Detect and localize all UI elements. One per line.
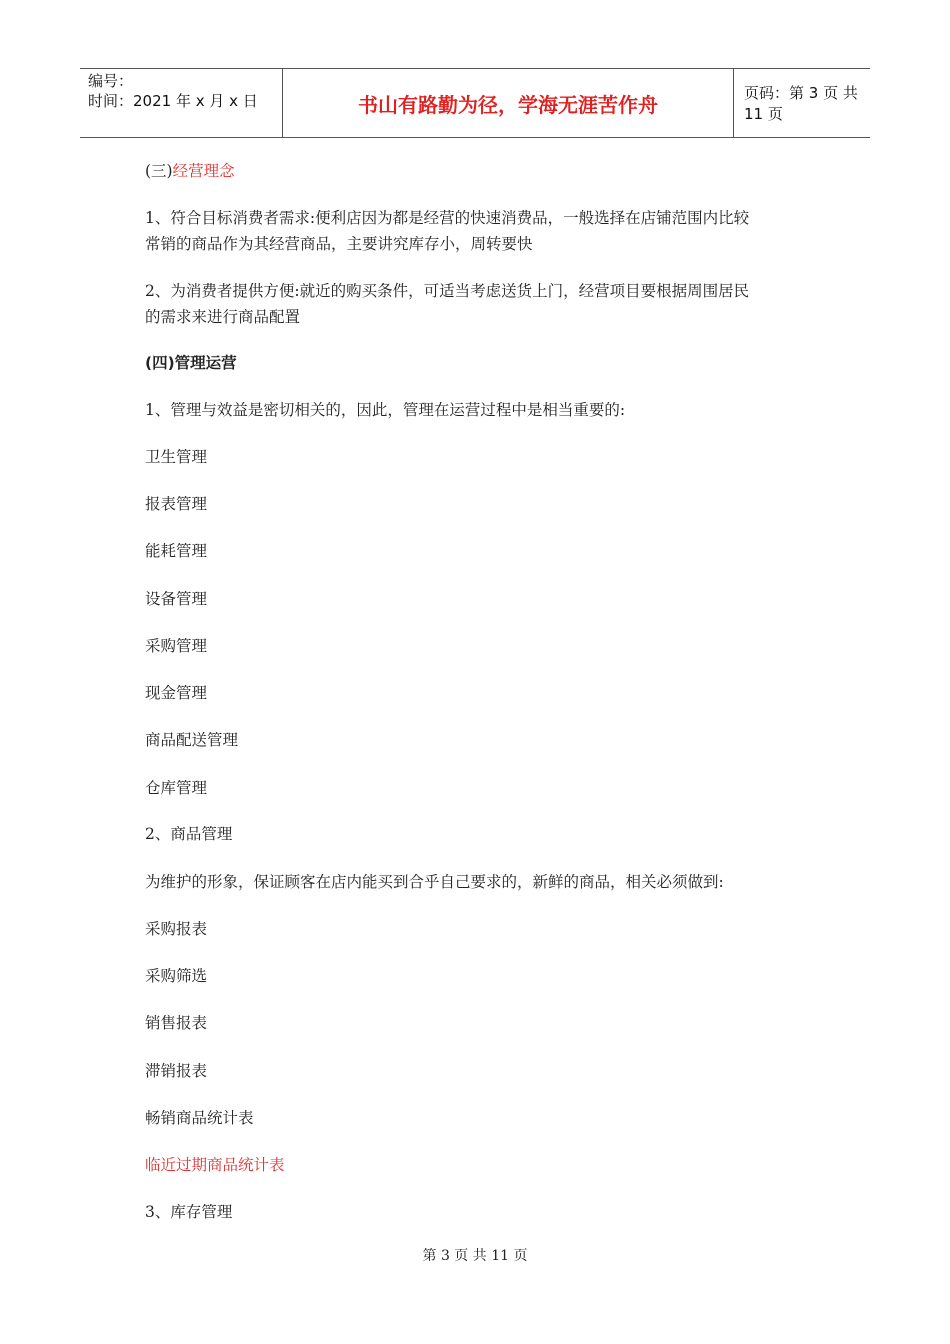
paragraph-2-line-1: 2、为消费者提供方便:就近的购买条件，可适当考虑送货上门，经营项目要根据周围居民: [145, 282, 750, 300]
paragraph-3: 1、管理与效益是密切相关的，因此，管理在运营过程中是相当重要的:: [145, 401, 626, 419]
paragraph-5: 为维护的形象，保证顾客在店内能买到合乎自己要求的，新鲜的商品，相关必须做到:: [145, 873, 724, 891]
paragraph-4: 2、商品管理: [145, 825, 233, 843]
header-meta: [80, 69, 282, 137]
mgmt-item: 采购管理: [145, 637, 208, 655]
paragraph-6: 3、库存管理: [145, 1203, 233, 1221]
document-header: [80, 68, 870, 138]
date-label: 时间：2021 年 x 月 x 日: [88, 92, 258, 110]
mgmt-item: 报表管理: [145, 495, 208, 513]
mgmt-item: 商品配送管理: [145, 731, 239, 749]
goods-item: 滞销报表: [145, 1062, 208, 1080]
paragraph-2-line-2: 的需求来进行商品配置: [145, 308, 301, 326]
page-footer: 第 3 页 共 11 页: [422, 1248, 528, 1264]
goods-item: 采购报表: [145, 920, 208, 938]
mgmt-item: 现金管理: [145, 684, 208, 702]
near-expiry-item: 临近过期商品统计表: [145, 1156, 285, 1174]
section-4-heading: (四)管理运营: [145, 354, 237, 372]
paragraph-1-line-1: 1、符合目标消费者需求:便利店因为都是经营的快速消费品，一般选择在店铺范围内比较: [145, 209, 750, 227]
number-label: 编号：: [88, 72, 134, 90]
paragraph-1-line-2: 常销的商品作为其经营商品，主要讲究库存小，周转要快: [145, 235, 533, 253]
section-3-title: 经营理念: [172, 162, 235, 180]
goods-item: 畅销商品统计表: [145, 1109, 254, 1127]
section-3-heading: [145, 158, 235, 184]
goods-item: 采购筛选: [145, 967, 208, 985]
section-3-prefix: (三): [145, 162, 173, 180]
mgmt-item: 卫生管理: [145, 448, 208, 466]
header-page-label: 页码：第 3 页 共 11 页: [744, 84, 858, 123]
mgmt-item: 能耗管理: [145, 542, 208, 560]
mgmt-item: 设备管理: [145, 590, 208, 608]
header-motto: 书山有路勤为径，学海无涯苦作舟: [282, 69, 734, 137]
goods-item: 销售报表: [145, 1014, 208, 1032]
mgmt-item: 仓库管理: [145, 779, 208, 797]
